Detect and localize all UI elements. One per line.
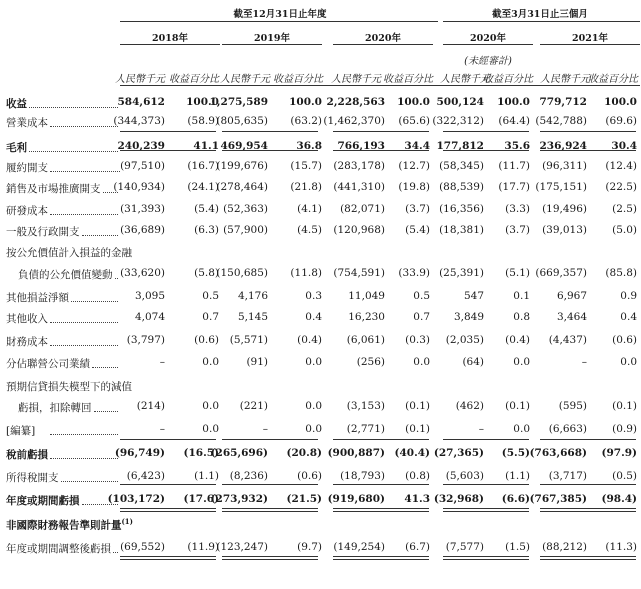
table-cell: (5,571) — [229, 334, 268, 346]
table-cell: (65.6) — [398, 115, 430, 127]
table-cell: (4.1) — [297, 203, 322, 215]
table-cell: 584,612 — [117, 96, 165, 108]
table-cell: (0.4) — [297, 334, 322, 346]
row-label: 一般及行政開支 — [6, 226, 80, 238]
table-cell: 0.4 — [305, 311, 322, 323]
table-cell: (919,680) — [327, 493, 385, 505]
table-cell: 0.1 — [513, 290, 530, 302]
table-cell: (150,685) — [216, 267, 268, 279]
table-cell: (199,676) — [216, 160, 268, 172]
unaudited-note: (未經審計) — [464, 56, 512, 67]
row-label: 年度或期間調整後虧損 — [6, 543, 111, 555]
table-cell: (4.5) — [297, 224, 322, 236]
table-cell: (5.1) — [505, 267, 530, 279]
table-cell: 3,849 — [453, 311, 484, 323]
table-cell: (96,311) — [542, 160, 587, 172]
table-cell: (64.4) — [498, 115, 530, 127]
table-cell: (441,310) — [333, 181, 385, 193]
row-label: 收益 — [6, 98, 27, 110]
table-cell: (52,363) — [223, 203, 268, 215]
table-cell: (19,496) — [542, 203, 587, 215]
table-cell: 240,239 — [117, 140, 165, 152]
table-cell: (11.9) — [187, 541, 219, 553]
subtotal-rule-adjusted — [120, 556, 216, 557]
table-cell: (85.8) — [605, 267, 637, 279]
subtotal-rule-above-gross-profit — [443, 131, 529, 132]
subtotal-rule-adjusted — [333, 556, 429, 557]
table-cell: (140,934) — [113, 181, 165, 193]
table-cell: (16,356) — [439, 203, 484, 215]
table-cell: (462) — [455, 400, 484, 412]
table-cell: 469,954 — [220, 140, 268, 152]
table-cell: 1,275,589 — [209, 96, 268, 108]
table-cell: (5.0) — [612, 224, 637, 236]
row-label: 分佔聯營公司業績 — [6, 358, 90, 370]
table-cell: 0.7 — [202, 311, 219, 323]
subtotal-rule-above-loss — [222, 484, 318, 485]
table-cell: 4,176 — [237, 290, 268, 302]
table-cell: (33,620) — [120, 267, 165, 279]
table-cell: (0.8) — [405, 470, 430, 482]
table-cell: – — [262, 423, 268, 435]
table-cell: (24.1) — [187, 181, 219, 193]
table-cell: (18,793) — [340, 470, 385, 482]
total-double-rule — [333, 508, 429, 512]
table-cell: (11.8) — [290, 267, 322, 279]
table-cell: (149,254) — [333, 541, 385, 553]
table-cell: (767,385) — [529, 493, 587, 505]
table-cell: 41.3 — [404, 493, 430, 505]
table-cell: 766,193 — [337, 140, 385, 152]
table-cell: (0.1) — [612, 400, 637, 412]
subtotal-rule-adjusted-second — [540, 559, 636, 560]
table-cell: – — [478, 423, 484, 435]
table-cell: (5.8) — [194, 267, 219, 279]
table-cell: (0.5) — [612, 470, 637, 482]
table-cell: (5.5) — [501, 447, 530, 459]
row-label: 年度或期間虧損 — [6, 495, 80, 507]
table-cell: (27,365) — [433, 447, 484, 459]
table-cell: (1,462,370) — [323, 115, 385, 127]
table-cell: 0.0 — [202, 356, 219, 368]
table-cell: (2,035) — [445, 334, 484, 346]
row-label: 營業成本 — [6, 117, 48, 129]
row-label: 按公允價值計入損益的金融 — [6, 247, 132, 259]
table-cell: (3,717) — [548, 470, 587, 482]
table-cell: (7,577) — [445, 541, 484, 553]
table-cell: (4,437) — [548, 334, 587, 346]
column-header: 人民幣千元 — [440, 74, 490, 85]
table-cell: 0.7 — [413, 311, 430, 323]
year-header: 2020年 — [470, 33, 506, 44]
column-header: 人民幣千元 — [540, 74, 590, 85]
table-cell: (0.1) — [505, 400, 530, 412]
table-cell: 0.0 — [513, 356, 530, 368]
table-cell: (32,968) — [433, 493, 484, 505]
subtotal-rule-above-loss — [333, 484, 429, 485]
table-cell: (15.7) — [290, 160, 322, 172]
table-cell: 0.8 — [513, 311, 530, 323]
table-cell: (0.6) — [297, 470, 322, 482]
table-cell: 30.4 — [611, 140, 637, 152]
subtotal-rule-adjusted-second — [222, 559, 318, 560]
table-cell: 0.0 — [202, 423, 219, 435]
table-cell: (58.9) — [187, 115, 219, 127]
row-label: [編纂] — [6, 425, 36, 437]
table-cell: (0.6) — [194, 334, 219, 346]
table-cell: (69.6) — [605, 115, 637, 127]
table-cell: (96,749) — [114, 447, 165, 459]
table-cell: (278,464) — [216, 181, 268, 193]
table-cell: (58,345) — [439, 160, 484, 172]
table-cell: (69,552) — [120, 541, 165, 553]
year-header: 2019年 — [254, 33, 290, 44]
row-label: 非國際財務報告準則計量$^{(1)}$ — [6, 517, 133, 532]
table-cell: 16,230 — [348, 311, 385, 323]
table-cell: 0.0 — [620, 356, 637, 368]
table-cell: 0.5 — [413, 290, 430, 302]
table-cell: (6,061) — [346, 334, 385, 346]
table-cell: 0.0 — [305, 356, 322, 368]
subtotal-rule-below-gross-profit — [120, 150, 216, 151]
table-cell: (16.5) — [183, 447, 219, 459]
subtotal-rule-above-pretax — [333, 439, 429, 440]
subtotal-rule-adjusted — [540, 556, 636, 557]
table-cell: (273,932) — [210, 493, 268, 505]
table-cell: (221) — [239, 400, 268, 412]
table-cell: (763,668) — [529, 447, 587, 459]
table-cell: 100.0 — [289, 96, 322, 108]
table-cell: 0.0 — [202, 400, 219, 412]
table-cell: (33.9) — [398, 267, 430, 279]
row-label: 預期信貸損失模型下的減值 — [6, 381, 132, 393]
year-rule — [120, 44, 220, 45]
table-cell: (57,900) — [223, 224, 268, 236]
table-cell: (595) — [558, 400, 587, 412]
footnote-marker: (1) — [121, 517, 133, 526]
table-cell: 6,967 — [556, 290, 587, 302]
table-cell: (25,391) — [439, 267, 484, 279]
table-cell: 500,124 — [436, 96, 484, 108]
column-header: 人民幣千元 — [220, 74, 270, 85]
table-cell: (175,151) — [535, 181, 587, 193]
subtotal-rule-above-loss — [120, 484, 216, 485]
table-cell: (3.7) — [505, 224, 530, 236]
table-cell: – — [581, 356, 587, 368]
table-cell: (98.4) — [601, 493, 637, 505]
table-cell: (322,312) — [432, 115, 484, 127]
table-cell: (344,373) — [113, 115, 165, 127]
year-header: 2020年 — [365, 33, 401, 44]
total-double-rule — [120, 508, 216, 512]
subtotal-rule-below-gross-profit — [443, 150, 529, 151]
row-label: 其他損益淨額 — [6, 292, 69, 304]
subtotal-rule-above-pretax — [540, 439, 636, 440]
table-cell: (82,071) — [340, 203, 385, 215]
table-cell: (22.5) — [605, 181, 637, 193]
table-cell: (3.3) — [505, 203, 530, 215]
table-cell: (12.4) — [605, 160, 637, 172]
group-header-quarter: 截至3月31日止三個月 — [492, 9, 588, 20]
table-cell: (2,771) — [346, 423, 385, 435]
group-rule-quarter — [443, 21, 640, 22]
group-rule-annual — [120, 21, 438, 22]
table-cell: 0.0 — [305, 423, 322, 435]
table-cell: (11.3) — [605, 541, 637, 553]
table-cell: (103,172) — [107, 493, 165, 505]
table-cell: (1.5) — [505, 541, 530, 553]
table-cell: (97,510) — [120, 160, 165, 172]
subtotal-rule-below-gross-profit — [540, 150, 636, 151]
subtotal-rule-above-gross-profit — [333, 131, 429, 132]
table-cell: (5,603) — [445, 470, 484, 482]
total-double-rule — [443, 508, 529, 512]
table-cell: 36.8 — [296, 140, 322, 152]
table-cell: (16.7) — [187, 160, 219, 172]
table-cell: (0.6) — [612, 334, 637, 346]
table-cell: (11.7) — [498, 160, 530, 172]
table-cell: (120,968) — [333, 224, 385, 236]
table-cell: 2,228,563 — [326, 96, 385, 108]
table-cell: (21.5) — [286, 493, 322, 505]
table-cell: 0.0 — [513, 423, 530, 435]
subtotal-rule-above-loss — [443, 484, 529, 485]
table-cell: 34.4 — [404, 140, 430, 152]
table-cell: (6.3) — [194, 224, 219, 236]
year-header: 2021年 — [572, 33, 608, 44]
column-header: 收益百分比 — [588, 74, 638, 85]
column-header: 收益百分比 — [273, 74, 323, 85]
year-rule — [443, 44, 533, 45]
table-cell: 0.4 — [620, 311, 637, 323]
table-cell: (40.4) — [394, 447, 430, 459]
row-label: 毛利 — [6, 142, 27, 154]
row-label: 負債的公允價值變動 — [18, 269, 113, 281]
table-cell: (2.5) — [612, 203, 637, 215]
table-cell: (123,247) — [216, 541, 268, 553]
table-cell: (39,013) — [542, 224, 587, 236]
table-cell: (542,788) — [535, 115, 587, 127]
table-cell: 41.1 — [193, 140, 219, 152]
table-cell: 547 — [463, 290, 484, 302]
subtotal-rule-above-pretax — [120, 439, 216, 440]
row-label: 其他收入 — [6, 313, 48, 325]
year-rule — [222, 44, 322, 45]
subtotal-rule-adjusted-second — [443, 559, 529, 560]
column-header: 收益百分比 — [483, 74, 533, 85]
table-cell: (5.4) — [194, 203, 219, 215]
table-cell: 35.6 — [504, 140, 530, 152]
table-cell: (3,797) — [126, 334, 165, 346]
table-cell: (6.7) — [405, 541, 430, 553]
table-cell: (805,635) — [216, 115, 268, 127]
table-cell: (20.8) — [286, 447, 322, 459]
subtotal-rule-above-loss — [540, 484, 636, 485]
table-cell: 0.0 — [305, 400, 322, 412]
table-cell: (63.2) — [290, 115, 322, 127]
table-cell: 100.0 — [497, 96, 530, 108]
table-cell: 236,924 — [539, 140, 587, 152]
subtotal-rule-adjusted-second — [120, 559, 216, 560]
table-cell: (64) — [462, 356, 484, 368]
table-cell: (18,381) — [439, 224, 484, 236]
column-header: 收益百分比 — [383, 74, 433, 85]
subtotal-rule-adjusted — [443, 556, 529, 557]
subtotal-rule-adjusted — [222, 556, 318, 557]
table-cell: (19.8) — [398, 181, 430, 193]
row-label: 研發成本 — [6, 205, 48, 217]
subtotal-rule-below-gross-profit — [222, 150, 318, 151]
table-cell: (0.9) — [612, 423, 637, 435]
table-cell: 0.3 — [305, 290, 322, 302]
table-cell: (9.7) — [297, 541, 322, 553]
table-cell: 779,712 — [539, 96, 587, 108]
row-label: 履約開支 — [6, 162, 48, 174]
table-cell: (900,887) — [327, 447, 385, 459]
header-rule — [120, 85, 640, 86]
table-cell: (1.1) — [505, 470, 530, 482]
table-cell: (0.3) — [405, 334, 430, 346]
subtotal-rule-below-gross-profit — [333, 150, 429, 151]
table-cell: (3,153) — [346, 400, 385, 412]
table-cell: (265,696) — [210, 447, 268, 459]
table-cell: (17.7) — [498, 181, 530, 193]
table-cell: (0.4) — [505, 334, 530, 346]
table-cell: (31,393) — [120, 203, 165, 215]
table-cell: (214) — [136, 400, 165, 412]
row-label: 稅前虧損 — [6, 449, 48, 461]
row-label: 銷售及市場推廣開支 — [6, 183, 101, 195]
table-cell: (36,689) — [120, 224, 165, 236]
year-rule — [540, 44, 640, 45]
column-header: 收益百分比 — [169, 74, 219, 85]
year-header: 2018年 — [152, 33, 188, 44]
table-cell: – — [159, 423, 165, 435]
year-rule — [333, 44, 433, 45]
table-cell: 3,095 — [134, 290, 165, 302]
table-cell: 11,049 — [348, 290, 385, 302]
row-label: 財務成本 — [6, 336, 48, 348]
table-cell: 0.5 — [202, 290, 219, 302]
table-cell: 100.0 — [186, 96, 219, 108]
table-cell: (1.1) — [194, 470, 219, 482]
table-cell: 3,464 — [556, 311, 587, 323]
group-header-annual: 截至12月31日止年度 — [233, 9, 327, 20]
table-cell: (12.7) — [398, 160, 430, 172]
total-double-rule — [222, 508, 318, 512]
table-cell: 5,145 — [237, 311, 268, 323]
table-cell: – — [159, 356, 165, 368]
table-cell: (0.1) — [405, 423, 430, 435]
table-cell: (88,539) — [439, 181, 484, 193]
subtotal-rule-above-gross-profit — [222, 131, 318, 132]
table-cell: (88,212) — [542, 541, 587, 553]
row-label: 所得稅開支 — [6, 472, 59, 484]
table-cell: (0.1) — [405, 400, 430, 412]
table-cell: (6,663) — [548, 423, 587, 435]
table-cell: (91) — [246, 356, 268, 368]
subtotal-rule-adjusted-second — [333, 559, 429, 560]
table-cell: 0.9 — [620, 290, 637, 302]
table-cell: (5.4) — [405, 224, 430, 236]
table-cell: 100.0 — [397, 96, 430, 108]
subtotal-rule-above-gross-profit — [120, 131, 216, 132]
table-cell: 0.0 — [413, 356, 430, 368]
table-cell: (669,357) — [535, 267, 587, 279]
table-cell: (6.6) — [501, 493, 530, 505]
subtotal-rule-above-pretax — [443, 439, 529, 440]
table-cell: 100.0 — [604, 96, 637, 108]
table-cell: (21.8) — [290, 181, 322, 193]
table-cell: (283,178) — [333, 160, 385, 172]
subtotal-rule-above-pretax — [222, 439, 318, 440]
table-cell: (17.6) — [183, 493, 219, 505]
table-cell: (256) — [356, 356, 385, 368]
column-header: 人民幣千元 — [115, 74, 165, 85]
total-double-rule — [540, 508, 636, 512]
table-cell: 177,812 — [436, 140, 484, 152]
table-cell: (8,236) — [229, 470, 268, 482]
column-header: 人民幣千元 — [331, 74, 381, 85]
table-cell: 4,074 — [134, 311, 165, 323]
table-cell: (6,423) — [126, 470, 165, 482]
table-cell: (97.9) — [601, 447, 637, 459]
subtotal-rule-above-gross-profit — [540, 131, 636, 132]
table-cell: (3.7) — [405, 203, 430, 215]
table-cell: (754,591) — [333, 267, 385, 279]
row-label: 虧損，扣除轉回 — [18, 402, 92, 414]
